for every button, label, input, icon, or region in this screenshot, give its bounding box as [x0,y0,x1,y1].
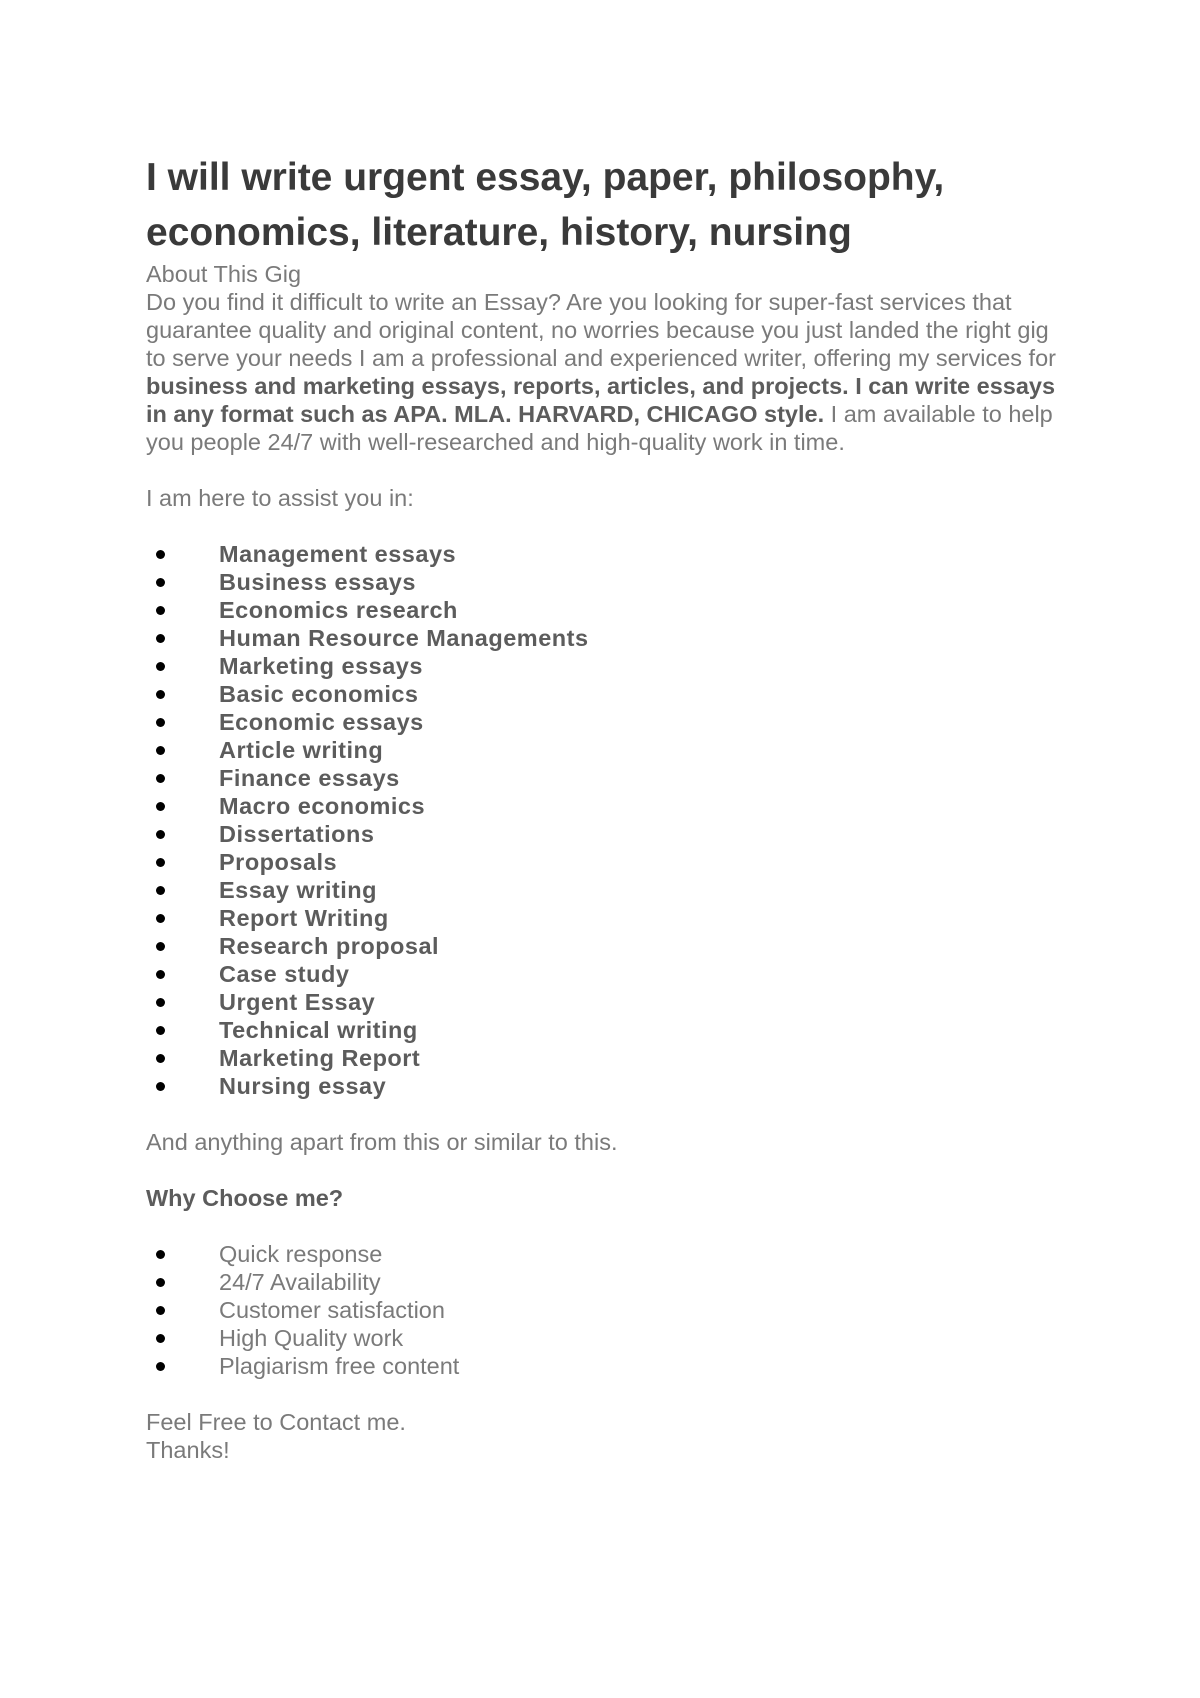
list-item: Case study [146,960,1056,988]
closing-contact: Feel Free to Contact me. [146,1409,406,1435]
list-item: Plagiarism free content [146,1352,1056,1380]
list-item: High Quality work [146,1324,1056,1352]
list-item: Article writing [146,736,1056,764]
closing-thanks: Thanks! [146,1437,230,1463]
bullet-icon [156,634,165,643]
bullet-icon [156,1250,165,1259]
list-item: Finance essays [146,764,1056,792]
bullet-icon [156,746,165,755]
bullet-icon [156,942,165,951]
bullet-icon [156,1362,165,1371]
bullet-icon [156,830,165,839]
anything-text: And anything apart from this or similar to this. [146,1129,618,1155]
bullet-icon [156,970,165,979]
list-item: Proposals [146,848,1056,876]
list-item: 24/7 Availability [146,1268,1056,1296]
list-item: Nursing essay [146,1072,1056,1100]
bullet-icon [156,718,165,727]
list-item: Dissertations [146,820,1056,848]
bullet-icon [156,998,165,1007]
list-item: Economics research [146,596,1056,624]
list-item: Essay writing [146,876,1056,904]
intro-text-bold: business and marketing essays, reports, articles, and projects. I can write essays in any format such as APA. MLA. HARVARD, CHICAGO style. [146,373,1056,427]
list-item: Research proposal [146,932,1056,960]
list-item: Urgent Essay [146,988,1056,1016]
services-list [146,540,1056,1100]
intro-paragraph [146,288,1056,456]
bullet-icon [156,1334,165,1343]
bullet-icon [156,1026,165,1035]
bullet-icon [156,858,165,867]
bullet-icon [156,662,165,671]
intro-text-part1: Do you find it difficult to write an Essay? Are you looking for super-fast services that guarantee quality and original content, no worries because you just landed the right gig to serve your needs I am a professional and experienced writer, offering my services for [146,289,1056,371]
section-subtitle: About This Gig [146,261,302,287]
list-item: Management essays [146,540,1056,568]
bullet-icon [156,774,165,783]
bullet-icon [156,886,165,895]
page-title: I will write urgent essay, paper, philosophy, economics, literature, history, nursing [146,156,945,254]
list-item: Technical writing [146,1016,1056,1044]
bullet-icon [156,606,165,615]
reasons-list [146,1240,1056,1380]
list-item: Quick response [146,1240,1056,1268]
list-item: Basic economics [146,680,1056,708]
list-item: Human Resource Managements [146,624,1056,652]
bullet-icon [156,1278,165,1287]
bullet-icon [156,1082,165,1091]
bullet-icon [156,578,165,587]
assist-heading: I am here to assist you in: [146,485,414,511]
intro-text-part2: I am available to help you people 24/7 with well-researched and high-quality work in time. [146,401,1053,455]
bullet-icon [156,802,165,811]
list-item: Macro economics [146,792,1056,820]
list-item: Customer satisfaction [146,1296,1056,1324]
list-item: Economic essays [146,708,1056,736]
bullet-icon [156,550,165,559]
bullet-icon [156,914,165,923]
bullet-icon [156,690,165,699]
list-item: Marketing essays [146,652,1056,680]
list-item: Report Writing [146,904,1056,932]
why-heading: Why Choose me? [146,1185,344,1211]
document-page [146,150,1056,1464]
list-item: Business essays [146,568,1056,596]
bullet-icon [156,1054,165,1063]
list-item: Marketing Report [146,1044,1056,1072]
bullet-icon [156,1306,165,1315]
